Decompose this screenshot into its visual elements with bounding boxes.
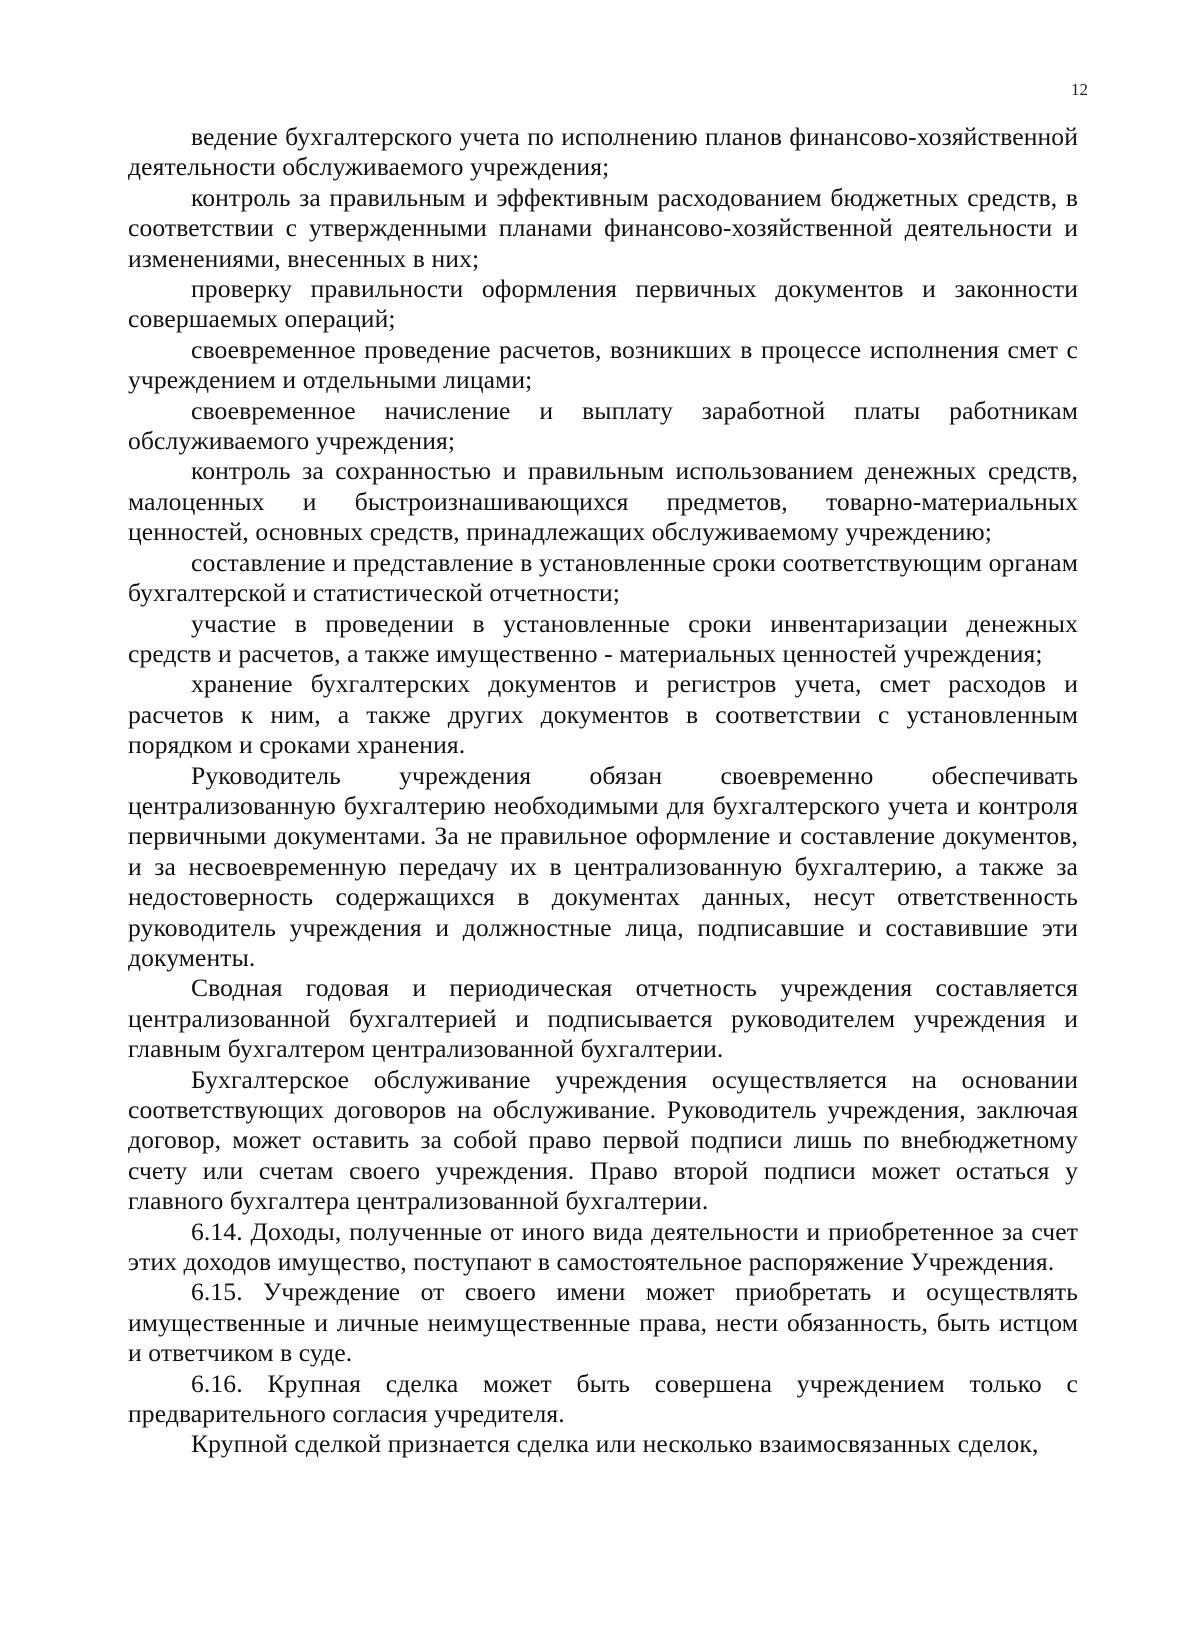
- paragraph-payroll: своевременное начисление и выплату заработной платы работникам обслуживаемого учреждения;: [128, 395, 1078, 456]
- paragraph-document-check: проверку правильности оформления первичных документов и законности совершаемых операций;: [128, 274, 1078, 334]
- page-number: 12: [1071, 80, 1088, 99]
- paragraph-major-transaction: Крупной сделкой признается сделка или несколько взаимосвязанных сделок,: [191, 1429, 1039, 1459]
- paragraph-manager-duties: Руководитель учреждения обязан своевременно обеспечивать централизованную бухгалтерию необходимыми для бухгалтерского учета и контроля первичными документами. За не правильное оформление и составление документов, и за несвоевременную передачу их в централизованную бухгалтерию, а также за недостоверность содержащихся в документах данных, несут ответственность руководитель учреждения и должностные лица, подписавшие и составившие эти документы.: [128, 760, 1078, 972]
- paragraph-document-storage: хранение бухгалтерских документов и регистров учета, смет расходов и расчетов к ним, а также других документов в соответствии с установленным порядком и сроками хранения.: [128, 669, 1078, 760]
- paragraph-asset-control: контроль за сохранностью и правильным использованием денежных средств, малоценных и быстроизнашивающихся предметов, товарно-материальных ценностей, основных средств, принадлежащих обслуживаемому учреждению;: [128, 456, 1078, 547]
- document-body: [128, 122, 1078, 1460]
- paragraph-section-6-14: 6.14. Доходы, полученные от иного вида деятельности и приобретенное за счет этих доходов имущество, поступают в самостоятельное распоряжение Учреждения.: [128, 1216, 1078, 1277]
- paragraph-inventory: участие в проведении в установленные сроки инвентаризации денежных средств и расчетов, а также имущественно - материальных ценностей учреждения;: [128, 608, 1078, 668]
- paragraph-consolidated-reporting: Сводная годовая и периодическая отчетность учреждения составляется централизованной бухгалтерией и подписывается руководителем учреждения и главным бухгалтером централизованной бухгалтерии.: [128, 973, 1078, 1064]
- paragraph-accounting-maintenance: ведение бухгалтерского учета по исполнению планов финансово-хозяйственной деятельности обслуживаемого учреждения;: [128, 122, 1078, 182]
- paragraph-accounting-service: Бухгалтерское обслуживание учреждения осуществляется на основании соответствующих договоров на обслуживание. Руководитель учреждения, заключая договор, может оставить за собой право первой подписи лишь по внебюджетному счету или счетам своего учреждения. Право второй подписи может остаться у главного бухгалтера централизованной бухгалтерии.: [128, 1064, 1078, 1216]
- paragraph-section-6-15: 6.15. Учреждение от своего имени может приобретать и осуществлять имущественные и личные неимущественные права, нести обязанность, быть истцом и ответчиком в суде.: [128, 1277, 1078, 1368]
- paragraph-settlements: своевременное проведение расчетов, возникших в процессе исполнения смет с учреждением и отдельными лицами;: [128, 334, 1078, 395]
- paragraph-budget-control: контроль за правильным и эффективным расходованием бюджетных средств, в соответствии с утвержденными планами финансово-хозяйственной деятельности и изменениями, внесенных в них;: [128, 182, 1078, 273]
- paragraph-reporting: составление и представление в установленные сроки соответствующим органам бухгалтерской и статистической отчетности;: [128, 547, 1078, 608]
- paragraph-section-6-16: 6.16. Крупная сделка может быть совершена учреждением только с предварительного согласия учредителя.: [128, 1368, 1078, 1429]
